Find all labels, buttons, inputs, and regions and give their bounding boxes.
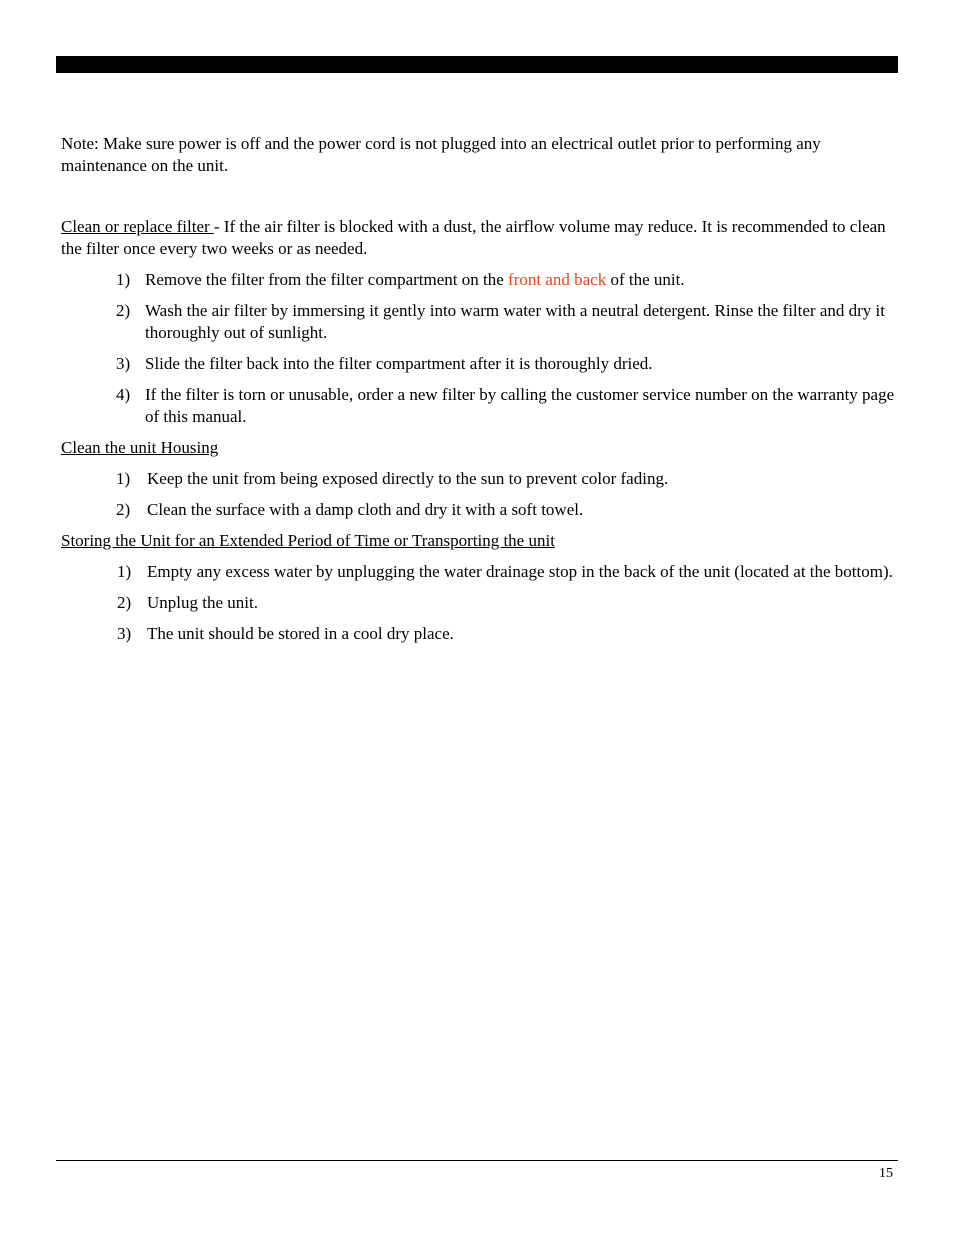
step-text-before: Remove the filter from the filter compartment on the: [145, 270, 509, 289]
step-highlight: front and back: [508, 270, 607, 289]
storage-steps-list: [61, 561, 896, 645]
filter-section-intro: [61, 216, 896, 260]
list-item: [61, 300, 896, 344]
page-number: 15: [879, 1166, 893, 1181]
step-number: 1): [117, 562, 132, 581]
storage-section-heading: Storing the Unit for an Extended Period of Time or Transporting the unit: [61, 531, 555, 550]
step-number: 1): [116, 270, 131, 289]
step-text: Empty any excess water by unplugging the water drainage stop in the back of the unit (located at the bottom).: [147, 562, 893, 581]
step-number: 4): [116, 385, 131, 404]
filter-steps-list: [61, 269, 896, 428]
list-item: [61, 561, 896, 583]
step-text: The unit should be stored in a cool dry place.: [147, 624, 454, 643]
step-text: Unplug the unit.: [147, 593, 258, 612]
housing-section-title: [61, 437, 896, 459]
step-text-after: of the unit.: [606, 270, 685, 289]
step-number: 2): [116, 301, 131, 320]
step-number: 3): [116, 354, 131, 373]
list-item: [61, 384, 896, 428]
housing-steps-list: [61, 468, 896, 521]
step-number: 1): [116, 469, 131, 488]
step-text: Keep the unit from being exposed directly to the sun to prevent color fading.: [147, 469, 669, 488]
step-text: Slide the filter back into the filter compartment after it is thoroughly dried.: [145, 354, 653, 373]
list-item: [61, 468, 896, 490]
list-item: [61, 623, 896, 645]
filter-section-heading: Clean or replace filter: [61, 217, 214, 236]
filter-section-intro-text: - If the air filter is blocked with a dust, the airflow volume may reduce. It is recommended to clean the filter once every two weeks or as needed.: [61, 217, 886, 258]
maintenance-note: Note: Make sure power is off and the power cord is not plugged into an electrical outlet prior to performing any maintenance on the unit.: [61, 134, 821, 175]
list-item: [61, 269, 896, 291]
list-item: [61, 592, 896, 614]
header-bar: [56, 56, 898, 73]
step-number: 2): [116, 500, 131, 519]
footer-rule: [56, 1160, 898, 1161]
list-item: [61, 499, 896, 521]
housing-section-heading: Clean the unit Housing: [61, 438, 219, 457]
page-content: [61, 133, 896, 654]
storage-section-title: [61, 530, 896, 552]
step-number: 2): [117, 593, 132, 612]
step-text: Clean the surface with a damp cloth and dry it with a soft towel.: [147, 500, 584, 519]
step-number: 3): [117, 624, 132, 643]
step-text: Wash the air filter by immersing it gently into warm water with a neutral detergent. Rinse the filter and dry it thoroughly out of sunlight.: [145, 301, 885, 342]
step-text: If the filter is torn or unusable, order a new filter by calling the customer service number on the warranty page of this manual.: [145, 385, 895, 426]
list-item: [61, 353, 896, 375]
